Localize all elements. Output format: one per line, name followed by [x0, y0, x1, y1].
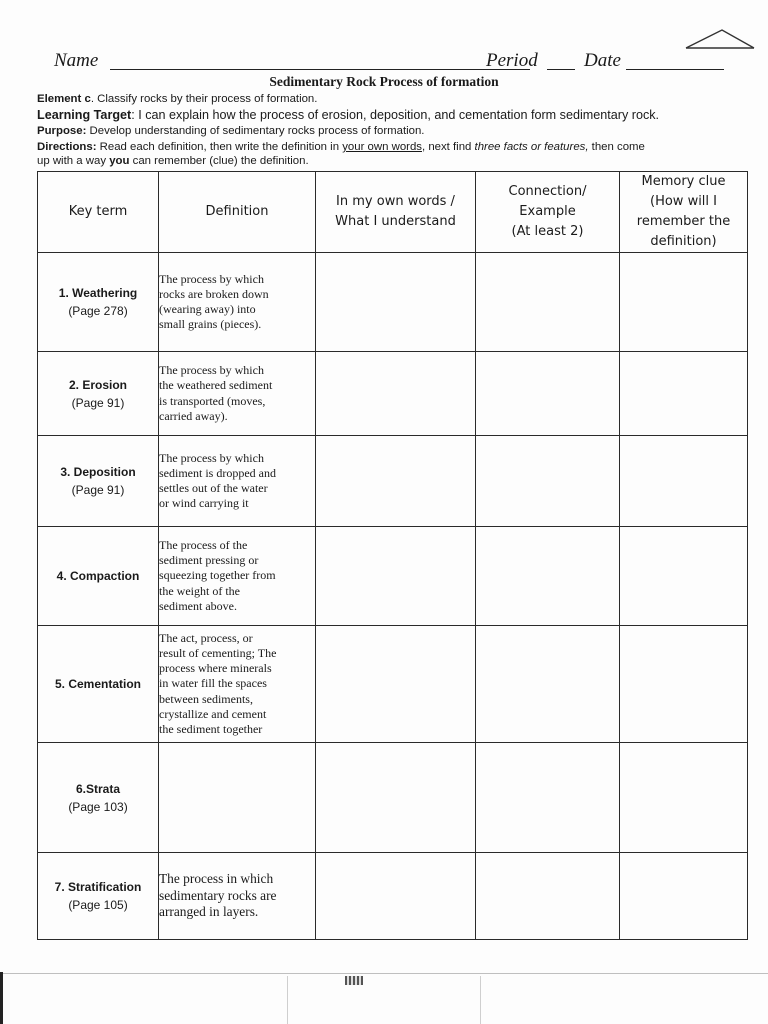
- table-row: [38, 626, 748, 743]
- header-memory-clue: Memory clue (How will I remember the definition): [620, 172, 748, 253]
- header-key-term: Key term: [38, 172, 159, 253]
- definition-cell: [159, 853, 316, 940]
- connection-cell[interactable]: [476, 743, 620, 853]
- definition-line: the sediment together: [159, 722, 263, 736]
- key-term: 7. Stratification: [54, 880, 142, 894]
- table-row: [38, 352, 748, 436]
- date-label: Date: [584, 50, 621, 71]
- definition-cell: [159, 527, 316, 626]
- directions-text-c: then come: [588, 141, 645, 153]
- connection-cell[interactable]: [476, 352, 620, 436]
- key-term-cell: [38, 436, 159, 527]
- worksheet-title: Sedimentary Rock Process of formation: [269, 74, 499, 89]
- purpose-label: Purpose:: [37, 125, 87, 137]
- definition-cell: [159, 626, 316, 743]
- scan-mark-icon: [345, 976, 363, 985]
- name-label: Name: [54, 50, 99, 71]
- directions-line: [37, 139, 749, 155]
- footer-divider-left: [287, 976, 288, 1024]
- learning-target-line: [37, 107, 749, 123]
- definition-line: the weight of the: [159, 583, 240, 598]
- definition-cell: [159, 253, 316, 352]
- key-term-cell: [38, 253, 159, 352]
- element-line: [37, 91, 749, 107]
- definition-line: result of cementing; The: [159, 645, 277, 660]
- footer-rule: [0, 973, 768, 974]
- directions-text-e: can remember (clue) the definition.: [129, 155, 309, 167]
- definition-cell: [159, 743, 316, 853]
- memory-clue-cell[interactable]: [620, 253, 748, 352]
- definition-line: The process in which: [159, 871, 274, 887]
- definition-line: carried away).: [159, 408, 228, 423]
- learning-target-text: : I can explain how the process of erosion, deposition, and cementation form sedimentary rock.: [131, 108, 660, 122]
- date-field[interactable]: [626, 69, 724, 70]
- definition-line: process where minerals: [159, 661, 272, 676]
- directions-text-a: Read each definition, then write the definition in: [96, 141, 343, 153]
- memory-clue-cell[interactable]: [620, 853, 748, 940]
- key-term: 5. Cementation: [54, 677, 141, 691]
- own-words-cell[interactable]: [316, 436, 476, 527]
- directions-three-facts: three facts or features,: [474, 141, 589, 153]
- tent-mark-icon: [684, 28, 756, 50]
- definition-cell: [159, 436, 316, 527]
- key-term-page: (Page 91): [71, 395, 125, 410]
- memory-clue-cell[interactable]: [620, 352, 748, 436]
- definition-line: The process of the: [159, 537, 248, 552]
- table-row: [38, 436, 748, 527]
- definition-line: The process by which: [159, 450, 264, 465]
- footer-divider-right: [480, 976, 481, 1024]
- definition-line: (wearing away) into: [159, 302, 256, 316]
- definition-line: sediment pressing or: [159, 553, 259, 568]
- definition-line: in water fill the spaces: [159, 676, 267, 691]
- directions-label: Directions:: [37, 141, 97, 153]
- definition-line: is transported (moves,: [159, 393, 266, 408]
- key-term-page: (Page 105): [68, 898, 128, 912]
- table-row: [38, 253, 748, 352]
- definition-line: arranged in layers.: [159, 904, 259, 920]
- own-words-cell[interactable]: [316, 853, 476, 940]
- own-words-cell[interactable]: [316, 527, 476, 626]
- element-label: Element c: [37, 93, 91, 105]
- name-field[interactable]: [110, 69, 530, 70]
- key-term-cell: [38, 626, 159, 743]
- header-own-words: In my own words / What I understand: [316, 172, 476, 253]
- key-term: 2. Erosion: [68, 377, 127, 392]
- definition-line: sediment above.: [159, 598, 237, 613]
- definition-line: The process by which: [159, 363, 264, 378]
- definition-line: squeezing together from: [159, 568, 276, 583]
- own-words-cell[interactable]: [316, 743, 476, 853]
- key-term-page: (Page 103): [68, 799, 128, 814]
- connection-cell[interactable]: [476, 853, 620, 940]
- definition-line: small grains (pieces).: [159, 317, 262, 332]
- connection-cell[interactable]: [476, 253, 620, 352]
- directions-text-b: , next find: [421, 141, 475, 153]
- definition-line: between sediments,: [159, 691, 253, 706]
- definition-cell: [159, 352, 316, 436]
- own-words-cell[interactable]: [316, 352, 476, 436]
- directions-you: you: [109, 155, 130, 167]
- directions-own-words: your own words: [342, 141, 422, 153]
- key-term: 4. Compaction: [56, 569, 140, 583]
- key-term: 1. Weathering: [58, 286, 138, 300]
- learning-target-label: Learning Target: [37, 108, 132, 122]
- definition-line: rocks are broken down: [159, 286, 269, 301]
- name-period-date-line: [54, 50, 734, 74]
- key-term: 3. Deposition: [60, 465, 136, 479]
- own-words-cell[interactable]: [316, 253, 476, 352]
- period-field[interactable]: [547, 69, 575, 70]
- table-row: [38, 743, 748, 853]
- memory-clue-cell[interactable]: [620, 743, 748, 853]
- connection-cell[interactable]: [476, 626, 620, 743]
- purpose-line: [37, 123, 749, 139]
- definition-line: sediment is dropped and: [159, 465, 276, 480]
- memory-clue-cell[interactable]: [620, 626, 748, 743]
- key-term-cell: [38, 527, 159, 626]
- period-label: Period: [486, 50, 538, 71]
- table-row: [38, 527, 748, 626]
- table-row: [38, 853, 748, 940]
- definition-line: crystallize and cement: [159, 706, 267, 721]
- key-term-page: (Page 91): [71, 483, 125, 497]
- definition-line: sedimentary rocks are: [159, 887, 277, 903]
- definition-line: the weathered sediment: [159, 378, 273, 393]
- element-text: . Classify rocks by their process of formation.: [90, 93, 318, 105]
- key-term-cell: [38, 352, 159, 436]
- directions-line-2: [37, 155, 749, 167]
- key-term-cell: [38, 853, 159, 940]
- header-connection: Connection/ Example (At least 2): [476, 172, 620, 253]
- definition-line: The process by which: [159, 271, 264, 286]
- definition-line: The act, process, or: [159, 630, 253, 645]
- connection-cell[interactable]: [476, 527, 620, 626]
- directions-text-d: up with a way: [37, 155, 110, 167]
- definition-line: or wind carrying it: [159, 496, 249, 511]
- key-term-cell: [38, 743, 159, 853]
- memory-clue-cell[interactable]: [620, 436, 748, 527]
- memory-clue-cell[interactable]: [620, 527, 748, 626]
- worksheet-table: [37, 171, 748, 940]
- own-words-cell[interactable]: [316, 626, 476, 743]
- page-edge: [0, 972, 3, 1024]
- table-header-row: [38, 172, 748, 253]
- purpose-text: Develop understanding of sedimentary rocks process of formation.: [86, 125, 425, 137]
- header-definition: Definition: [159, 172, 316, 253]
- key-term: 6.Strata: [75, 781, 121, 796]
- connection-cell[interactable]: [476, 436, 620, 527]
- definition-line: settles out of the water: [159, 481, 268, 495]
- key-term-page: (Page 278): [68, 304, 128, 318]
- intro-block: [37, 91, 749, 167]
